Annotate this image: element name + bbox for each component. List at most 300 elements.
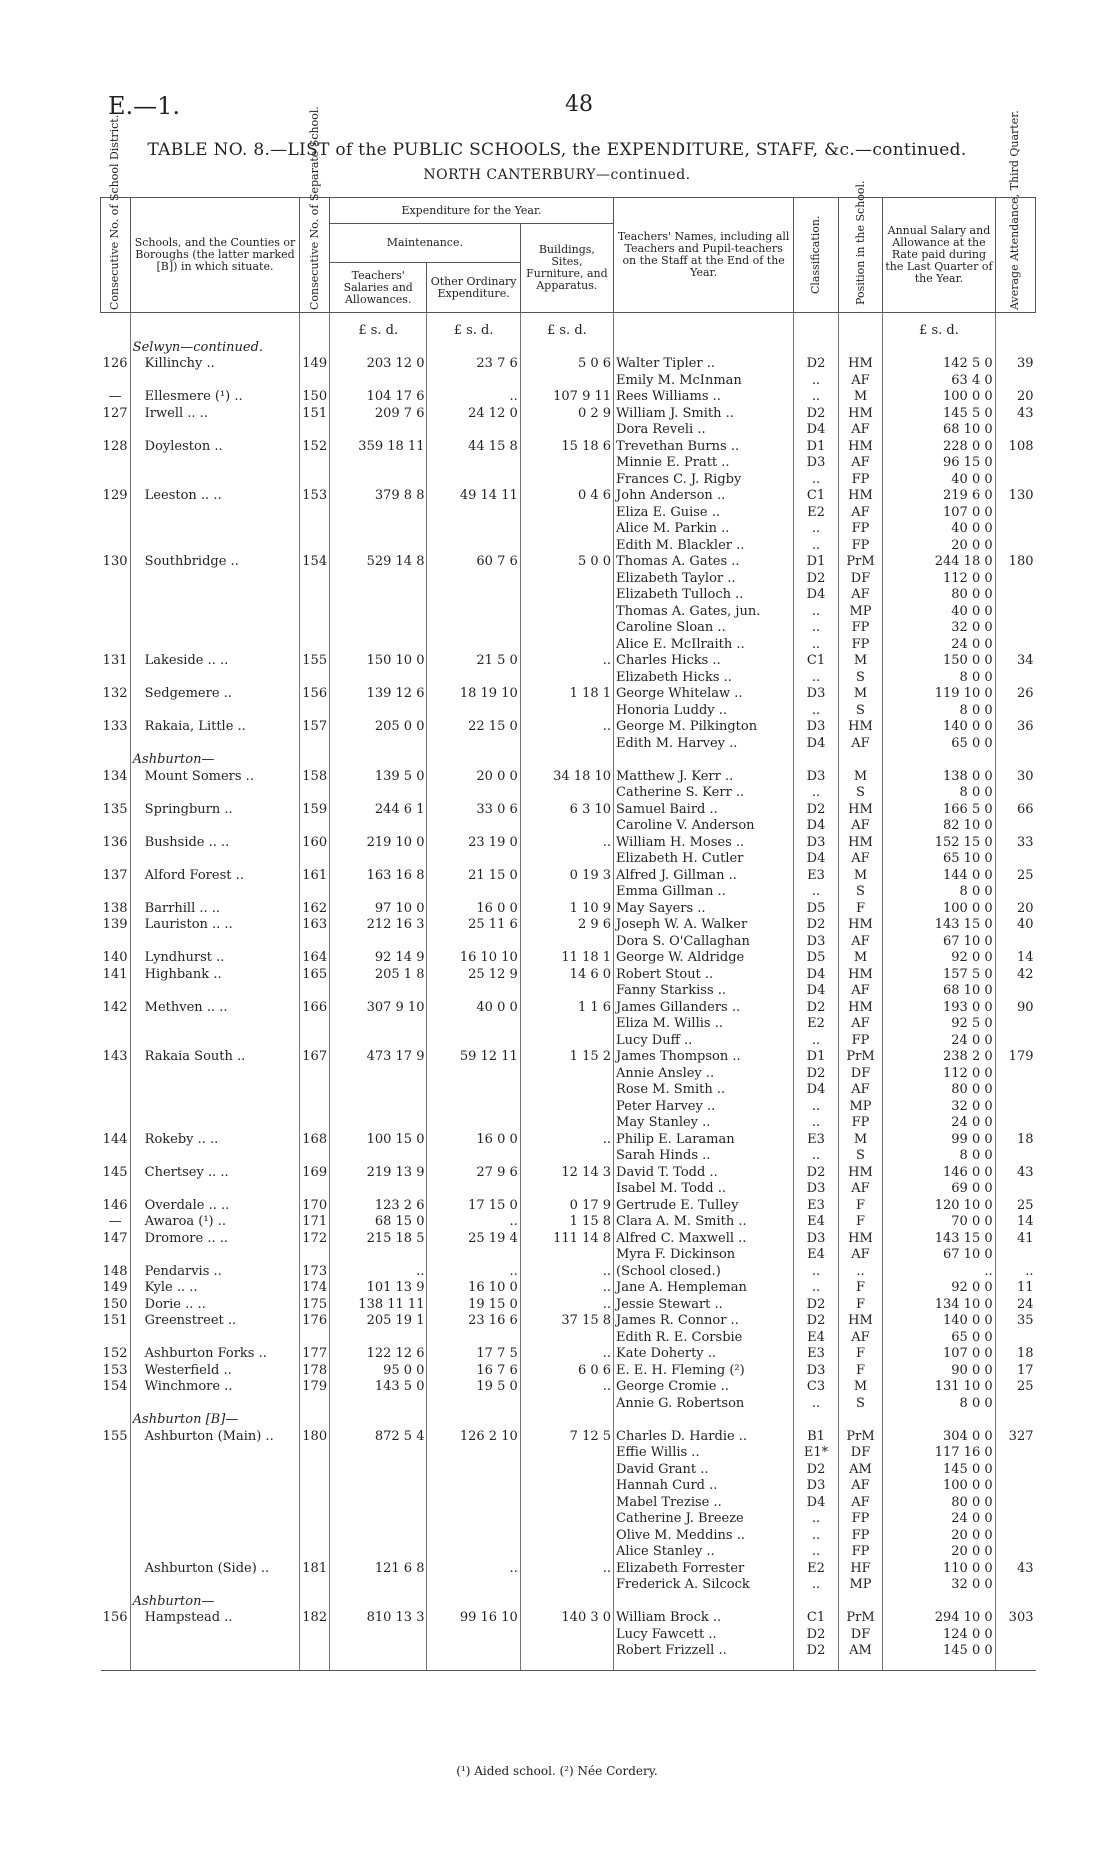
salaries-amount xyxy=(329,1478,427,1495)
separate-school-no: 150 xyxy=(300,389,330,406)
salaries-amount xyxy=(329,1643,427,1660)
salary-amount: 244 18 0 xyxy=(883,554,995,571)
attendance: 35 xyxy=(1016,1313,1034,1328)
salaries-amount: 121 6 8 xyxy=(329,1561,427,1578)
teacher-name: Effie Willis .. xyxy=(614,1445,794,1462)
attendance xyxy=(995,604,1035,621)
school-name xyxy=(130,934,300,951)
ordinary-amount xyxy=(427,703,520,720)
salary-amount: 124 0 0 xyxy=(883,1627,995,1644)
table-row xyxy=(101,1511,1036,1528)
ordinary-amount xyxy=(427,1247,520,1264)
table-row xyxy=(101,455,1036,472)
salary-amount: 238 2 0 xyxy=(883,1049,995,1066)
buildings-amount: .. xyxy=(520,835,613,852)
district-no: — xyxy=(101,1214,131,1231)
district-no: 128 xyxy=(101,439,131,456)
table-row xyxy=(101,802,1036,819)
salaries-amount xyxy=(329,1511,427,1528)
salary-amount: 143 15 0 xyxy=(883,917,995,934)
teacher-name: James R. Connor .. xyxy=(614,1313,794,1330)
classification: .. xyxy=(794,1396,839,1413)
district-no: 153 xyxy=(101,1363,131,1380)
group-heading: Selwyn—continued. xyxy=(130,340,300,357)
teacher-name: Sarah Hinds .. xyxy=(614,1148,794,1165)
position: MP xyxy=(838,1099,883,1116)
school-name: Leeston .. .. xyxy=(130,488,300,505)
buildings-amount xyxy=(520,1033,613,1050)
teacher-name: William Brock .. xyxy=(614,1610,794,1627)
ordinary-amount: 27 9 6 xyxy=(427,1165,520,1182)
school-name xyxy=(130,571,300,588)
salary-amount: 140 0 0 xyxy=(883,1313,995,1330)
position: AF xyxy=(838,934,883,951)
position: HM xyxy=(838,1165,883,1182)
table-row xyxy=(101,1264,1036,1281)
ordinary-amount: 16 10 0 xyxy=(427,1280,520,1297)
table-row xyxy=(101,1396,1036,1413)
table-row xyxy=(101,1429,1036,1446)
separate-school-no xyxy=(300,1511,330,1528)
district-no xyxy=(101,785,131,802)
col-position-header: Position in the School. xyxy=(838,198,883,313)
district-no: 139 xyxy=(101,917,131,934)
attendance: 327 xyxy=(1008,1428,1034,1444)
district-no: 147 xyxy=(101,1231,131,1248)
table-row xyxy=(101,670,1036,687)
school-name: Irwell .. .. xyxy=(130,406,300,423)
school-name xyxy=(130,538,300,555)
salaries-amount: 212 16 3 xyxy=(329,917,427,934)
salaries-amount xyxy=(329,1627,427,1644)
attendance: 33 xyxy=(1016,834,1034,850)
buildings-amount: .. xyxy=(520,653,613,670)
school-name xyxy=(130,670,300,687)
salaries-amount xyxy=(329,1016,427,1033)
position: HM xyxy=(838,835,883,852)
district-no: 148 xyxy=(101,1264,131,1281)
district-no xyxy=(101,1528,131,1545)
school-name: Barrhill .. .. xyxy=(130,901,300,918)
classification: D3 xyxy=(794,719,839,736)
buildings-amount xyxy=(520,620,613,637)
salaries-amount: 205 0 0 xyxy=(329,719,427,736)
position: HM xyxy=(838,967,883,984)
salary-amount: .. xyxy=(883,1264,995,1281)
salary-amount: 68 10 0 xyxy=(883,983,995,1000)
ordinary-amount xyxy=(427,1495,520,1512)
salaries-amount: .. xyxy=(329,1264,427,1281)
table-row xyxy=(101,439,1036,456)
district-no xyxy=(101,1066,131,1083)
salaries-amount xyxy=(329,785,427,802)
classification: C1 xyxy=(794,653,839,670)
salaries-amount: 359 18 11 xyxy=(329,439,427,456)
teacher-name: Emily M. McInman xyxy=(614,373,794,390)
district-no xyxy=(101,1445,131,1462)
buildings-amount xyxy=(520,604,613,621)
teacher-name: May Sayers .. xyxy=(614,901,794,918)
classification: .. xyxy=(794,521,839,538)
district-no: 140 xyxy=(101,950,131,967)
school-name xyxy=(130,1066,300,1083)
position: M xyxy=(838,686,883,703)
attendance: 26 xyxy=(1016,686,1034,701)
ordinary-amount xyxy=(427,983,520,1000)
buildings-amount: 1 15 8 xyxy=(520,1214,613,1231)
attendance xyxy=(995,1115,1035,1132)
attendance xyxy=(995,703,1035,720)
position: M xyxy=(838,389,883,406)
buildings-amount: 111 14 8 xyxy=(520,1231,613,1248)
table-row xyxy=(101,1066,1036,1083)
classification: D2 xyxy=(794,356,839,373)
attendance xyxy=(995,851,1035,868)
salaries-amount: 205 19 1 xyxy=(329,1313,427,1330)
separate-school-no: 175 xyxy=(300,1297,330,1314)
district-no xyxy=(101,521,131,538)
buildings-amount xyxy=(520,1462,613,1479)
buildings-amount xyxy=(520,884,613,901)
ordinary-amount xyxy=(427,736,520,753)
table-body xyxy=(101,313,1036,1671)
classification: D3 xyxy=(794,769,839,786)
separate-school-no: 169 xyxy=(300,1165,330,1182)
salary-amount: 144 0 0 xyxy=(883,868,995,885)
classification: D2 xyxy=(794,1066,839,1083)
separate-school-no xyxy=(300,1181,330,1198)
teacher-name: Robert Frizzell .. xyxy=(614,1643,794,1660)
col-expenditure-header: Expenditure for the Year. xyxy=(329,198,613,224)
position: S xyxy=(838,703,883,720)
salary-amount: 8 0 0 xyxy=(883,785,995,802)
district-no: 135 xyxy=(101,802,131,819)
school-name xyxy=(130,1462,300,1479)
salary-amount: 120 10 0 xyxy=(883,1198,995,1215)
salary-amount: 100 0 0 xyxy=(883,389,995,406)
teacher-name: Mabel Trezise .. xyxy=(614,1495,794,1512)
classification: .. xyxy=(794,785,839,802)
ordinary-amount: 126 2 10 xyxy=(427,1429,520,1446)
buildings-amount xyxy=(520,1544,613,1561)
table-row xyxy=(101,983,1036,1000)
district-no: 136 xyxy=(101,835,131,852)
district-no: 133 xyxy=(101,719,131,736)
salaries-amount xyxy=(329,1577,427,1594)
attendance xyxy=(995,785,1035,802)
ordinary-amount xyxy=(427,538,520,555)
position: HM xyxy=(838,802,883,819)
salary-amount: 166 5 0 xyxy=(883,802,995,819)
teacher-name: Elizabeth Forrester xyxy=(614,1561,794,1578)
classification: D4 xyxy=(794,851,839,868)
salaries-amount: 529 14 8 xyxy=(329,554,427,571)
ordinary-amount: .. xyxy=(427,1561,520,1578)
attendance: 180 xyxy=(1008,554,1034,569)
col-salaries-header: Teachers' Salaries and Allowances. xyxy=(329,263,427,313)
table-row xyxy=(101,1462,1036,1479)
school-name: Awaroa (¹) .. xyxy=(130,1214,300,1231)
buildings-amount: 2 9 6 xyxy=(520,917,613,934)
teacher-name: George Whitelaw .. xyxy=(614,686,794,703)
teacher-name: James Gillanders .. xyxy=(614,1000,794,1017)
buildings-amount: 15 18 6 xyxy=(520,439,613,456)
table-row xyxy=(101,1363,1036,1380)
district-no: 137 xyxy=(101,868,131,885)
salary-amount: 157 5 0 xyxy=(883,967,995,984)
district-no xyxy=(101,472,131,489)
teacher-name: Lucy Fawcett .. xyxy=(614,1627,794,1644)
ordinary-amount: 19 15 0 xyxy=(427,1297,520,1314)
salaries-amount: 379 8 8 xyxy=(329,488,427,505)
classification: D4 xyxy=(794,587,839,604)
position: AF xyxy=(838,1330,883,1347)
buildings-amount: .. xyxy=(520,1297,613,1314)
school-name xyxy=(130,983,300,1000)
classification: D5 xyxy=(794,901,839,918)
position: M xyxy=(838,1132,883,1149)
district-no: 146 xyxy=(101,1198,131,1215)
buildings-amount xyxy=(520,1066,613,1083)
attendance xyxy=(995,422,1035,439)
separate-school-no: 160 xyxy=(300,835,330,852)
attendance xyxy=(995,1082,1035,1099)
attendance xyxy=(995,373,1035,390)
attendance: 24 xyxy=(1016,1296,1034,1312)
position: AF xyxy=(838,818,883,835)
school-name: Killinchy .. xyxy=(130,356,300,373)
position: HM xyxy=(838,1000,883,1017)
district-no xyxy=(101,1511,131,1528)
table-row xyxy=(101,686,1036,703)
separate-school-no xyxy=(300,1643,330,1660)
buildings-amount: 140 3 0 xyxy=(520,1610,613,1627)
separate-school-no: 163 xyxy=(300,917,330,934)
school-name xyxy=(130,1627,300,1644)
classification: D1 xyxy=(794,439,839,456)
separate-school-no xyxy=(300,1544,330,1561)
salaries-amount xyxy=(329,422,427,439)
attendance: 36 xyxy=(1016,719,1034,734)
school-name xyxy=(130,604,300,621)
teacher-name: Edith M. Harvey .. xyxy=(614,736,794,753)
district-no: 131 xyxy=(101,653,131,670)
position: FP xyxy=(838,521,883,538)
teacher-name: Honoria Luddy .. xyxy=(614,703,794,720)
teacher-name: Edith R. E. Corsbie xyxy=(614,1330,794,1347)
attendance: 303 xyxy=(1008,1610,1034,1625)
salaries-amount xyxy=(329,1033,427,1050)
position: AF xyxy=(838,1016,883,1033)
salaries-amount xyxy=(329,1181,427,1198)
group-heading: Ashburton— xyxy=(130,1594,300,1611)
salary-amount: 80 0 0 xyxy=(883,1082,995,1099)
buildings-amount xyxy=(520,934,613,951)
salaries-amount xyxy=(329,1462,427,1479)
teacher-name: Eliza E. Guise .. xyxy=(614,505,794,522)
position: HM xyxy=(838,1231,883,1248)
district-no: 149 xyxy=(101,1280,131,1297)
classification: D1 xyxy=(794,554,839,571)
salaries-amount xyxy=(329,571,427,588)
teacher-name: George M. Pilkington xyxy=(614,719,794,736)
salary-amount: 131 10 0 xyxy=(883,1379,995,1396)
district-no: — xyxy=(101,389,131,406)
ordinary-amount xyxy=(427,934,520,951)
buildings-amount xyxy=(520,1445,613,1462)
salaries-amount xyxy=(329,736,427,753)
position: FP xyxy=(838,1544,883,1561)
position: AF xyxy=(838,1478,883,1495)
school-name xyxy=(130,505,300,522)
school-name xyxy=(130,472,300,489)
district-no xyxy=(101,1099,131,1116)
school-name xyxy=(130,1099,300,1116)
buildings-amount: 12 14 3 xyxy=(520,1165,613,1182)
classification: D3 xyxy=(794,686,839,703)
separate-school-no xyxy=(300,1396,330,1413)
position: M xyxy=(838,769,883,786)
separate-school-no: 156 xyxy=(300,686,330,703)
separate-school-no: 174 xyxy=(300,1280,330,1297)
school-name xyxy=(130,851,300,868)
salary-amount: 70 0 0 xyxy=(883,1214,995,1231)
buildings-amount xyxy=(520,422,613,439)
attendance xyxy=(995,1544,1035,1561)
ordinary-amount xyxy=(427,604,520,621)
separate-school-no xyxy=(300,455,330,472)
salary-amount: 150 0 0 xyxy=(883,653,995,670)
district-no xyxy=(101,1033,131,1050)
classification: .. xyxy=(794,604,839,621)
buildings-amount xyxy=(520,505,613,522)
salaries-amount xyxy=(329,1445,427,1462)
salary-amount: 8 0 0 xyxy=(883,670,995,687)
position: HM xyxy=(838,439,883,456)
salary-amount: 32 0 0 xyxy=(883,1577,995,1594)
teacher-name: Caroline Sloan .. xyxy=(614,620,794,637)
teacher-name: Rees Williams .. xyxy=(614,389,794,406)
classification: .. xyxy=(794,1511,839,1528)
salaries-amount: 219 13 9 xyxy=(329,1165,427,1182)
ordinary-amount xyxy=(427,620,520,637)
table-row xyxy=(101,1627,1036,1644)
salaries-amount xyxy=(329,521,427,538)
buildings-amount: .. xyxy=(520,1280,613,1297)
salary-amount: 117 16 0 xyxy=(883,1445,995,1462)
teacher-name: Olive M. Meddins .. xyxy=(614,1528,794,1545)
position: F xyxy=(838,1363,883,1380)
teacher-name: Caroline V. Anderson xyxy=(614,818,794,835)
salaries-amount: 123 2 6 xyxy=(329,1198,427,1215)
separate-school-no xyxy=(300,1528,330,1545)
buildings-amount: 0 19 3 xyxy=(520,868,613,885)
district-no: 134 xyxy=(101,769,131,786)
buildings-amount xyxy=(520,571,613,588)
teacher-name: Dora S. O'Callaghan xyxy=(614,934,794,951)
teacher-name: Isabel M. Todd .. xyxy=(614,1181,794,1198)
teacher-name: Emma Gillman .. xyxy=(614,884,794,901)
separate-school-no xyxy=(300,1627,330,1644)
teacher-name: Rose M. Smith .. xyxy=(614,1082,794,1099)
school-name xyxy=(130,1511,300,1528)
teacher-name: James Thompson .. xyxy=(614,1049,794,1066)
position: HM xyxy=(838,1313,883,1330)
district-no: 150 xyxy=(101,1297,131,1314)
attendance xyxy=(995,1396,1035,1413)
teacher-name: Elizabeth Tulloch .. xyxy=(614,587,794,604)
teacher-name: Alfred J. Gillman .. xyxy=(614,868,794,885)
school-name: Rokeby .. .. xyxy=(130,1132,300,1149)
attendance xyxy=(995,1627,1035,1644)
classification: E3 xyxy=(794,1198,839,1215)
ordinary-amount: 33 0 6 xyxy=(427,802,520,819)
district-no xyxy=(101,1330,131,1347)
salaries-amount: 104 17 6 xyxy=(329,389,427,406)
salary-amount: 119 10 0 xyxy=(883,686,995,703)
position: M xyxy=(838,950,883,967)
table-row xyxy=(101,472,1036,489)
separate-school-no: 179 xyxy=(300,1379,330,1396)
ordinary-amount xyxy=(427,587,520,604)
position: FP xyxy=(838,472,883,489)
district-no: 138 xyxy=(101,901,131,918)
salaries-amount: 139 12 6 xyxy=(329,686,427,703)
ordinary-amount xyxy=(427,1148,520,1165)
salaries-amount: 100 15 0 xyxy=(329,1132,427,1149)
district-no xyxy=(101,587,131,604)
buildings-amount xyxy=(520,1577,613,1594)
salary-amount: 80 0 0 xyxy=(883,1495,995,1512)
ordinary-amount: .. xyxy=(427,1264,520,1281)
position: PrM xyxy=(838,554,883,571)
attendance: 11 xyxy=(1016,1280,1034,1295)
school-name xyxy=(130,373,300,390)
classification: D3 xyxy=(794,1478,839,1495)
salary-amount: 143 15 0 xyxy=(883,1231,995,1248)
attendance xyxy=(995,1016,1035,1033)
attendance xyxy=(995,1181,1035,1198)
school-name xyxy=(130,703,300,720)
table-row xyxy=(101,1082,1036,1099)
table-row xyxy=(101,967,1036,984)
position: AM xyxy=(838,1643,883,1660)
salary-amount: 145 0 0 xyxy=(883,1643,995,1660)
salaries-amount: 150 10 0 xyxy=(329,653,427,670)
group-heading: Ashburton— xyxy=(130,752,300,769)
separate-school-no: 157 xyxy=(300,719,330,736)
attendance xyxy=(995,505,1035,522)
school-name xyxy=(130,1528,300,1545)
school-name: Mount Somers .. xyxy=(130,769,300,786)
district-no: 129 xyxy=(101,488,131,505)
school-name: Bushside .. .. xyxy=(130,835,300,852)
salaries-amount xyxy=(329,472,427,489)
table-row xyxy=(101,1643,1036,1660)
footnote: (¹) Aided school. (²) Née Cordery. xyxy=(456,1764,658,1778)
attendance: 20 xyxy=(1016,389,1034,404)
district-no xyxy=(101,571,131,588)
attendance: 42 xyxy=(1016,966,1034,982)
table-row xyxy=(101,488,1036,505)
buildings-amount: .. xyxy=(520,1346,613,1363)
salary-amount: 65 0 0 xyxy=(883,736,995,753)
school-name xyxy=(130,1478,300,1495)
district-no xyxy=(101,1577,131,1594)
col-maintenance-header: Maintenance. xyxy=(329,224,520,263)
buildings-amount: 107 9 11 xyxy=(520,389,613,406)
table-row xyxy=(101,389,1036,406)
